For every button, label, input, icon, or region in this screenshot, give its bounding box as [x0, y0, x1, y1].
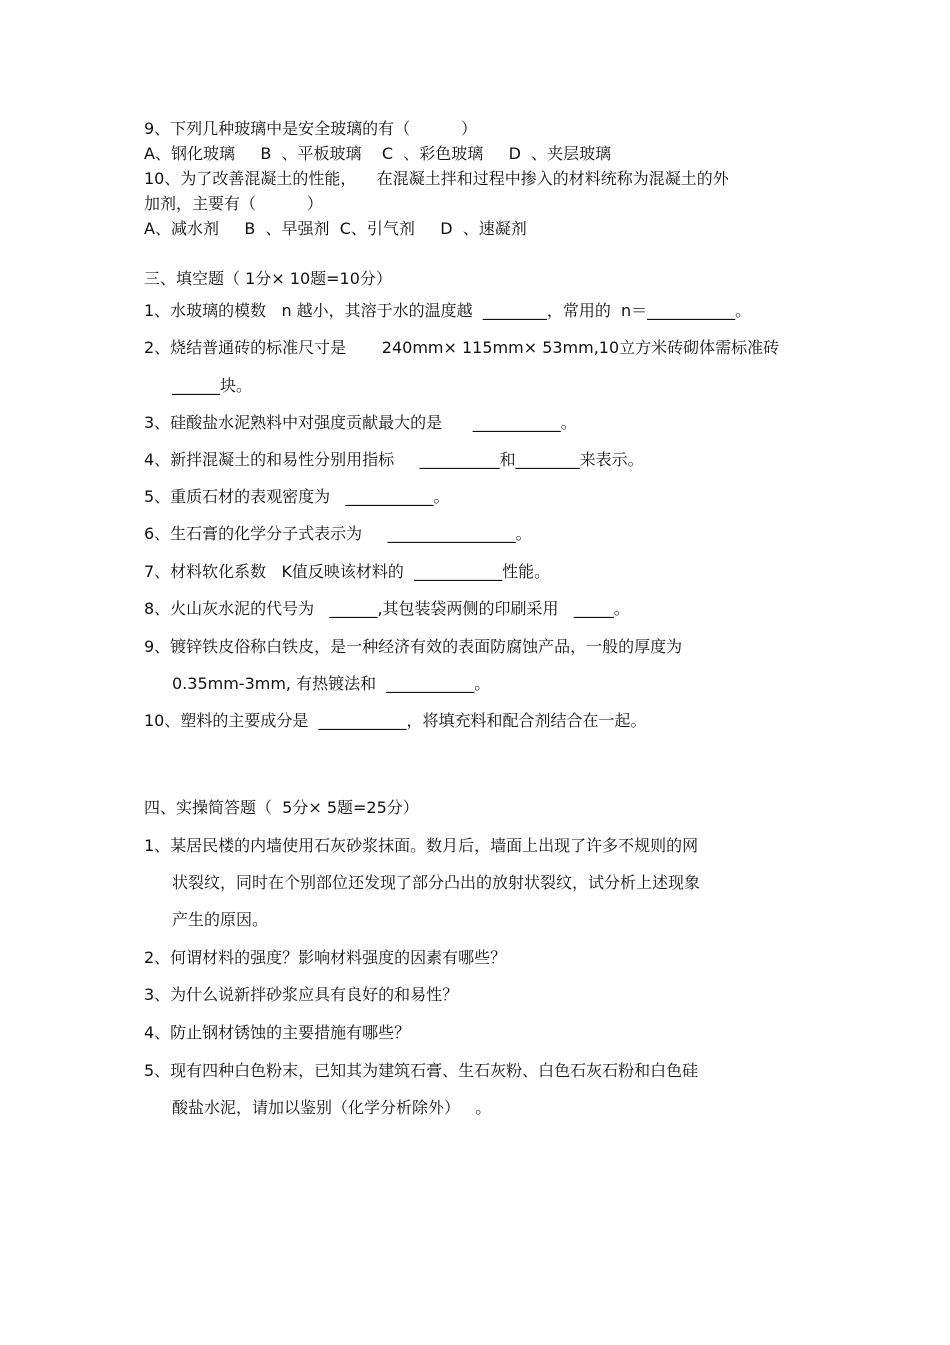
mc-question-10-line-1: 10、为了改善混凝土的性能， 在混凝土拌和过程中掺入的材料统称为混凝土的外 [144, 169, 729, 188]
short-answer-question-2: 2、何谓材料的强度？影响材料强度的因素有哪些？ [144, 948, 507, 967]
short-answer-heading: 四、实操简答题（ 5分× 5题=25分） [144, 798, 419, 817]
mc-question-9: 9、下列几种玻璃中是安全玻璃的有（ ） [144, 119, 478, 138]
fill-question-1: 1、水玻璃的模数 n 越小，其溶于水的温度越 ________，常用的 n＝___________。 [144, 301, 752, 320]
short-answer-question-1-line-3: 产生的原因。 [172, 910, 269, 929]
short-answer-question-3: 3、为什么说新拌砂浆应具有良好的和易性？ [144, 985, 459, 1004]
fill-question-7: 7、材料软化系数 K值反映该材料的 ___________性能。 [144, 562, 551, 581]
short-answer-question-5-line-2: 酸盐水泥，请加以鉴别（化学分析除外） 。 [172, 1098, 492, 1117]
mc-question-9-options: A、钢化玻璃 B 、平板玻璃 C 、彩色玻璃 D 、夹层玻璃 [144, 144, 612, 163]
fill-question-9-line-1: 9、镀锌铁皮俗称白铁皮，是一种经济有效的表面防腐蚀产品，一般的厚度为 [144, 637, 683, 656]
fill-question-3: 3、硅酸盐水泥熟料中对强度贡献最大的是 ___________。 [144, 413, 577, 432]
short-answer-question-4: 4、防止钢材锈蚀的主要措施有哪些？ [144, 1023, 411, 1042]
fill-question-8: 8、火山灰水泥的代号为 ______,其包装袋两侧的印刷采用 _____。 [144, 599, 630, 618]
fill-question-5: 5、重质石材的表观密度为 ___________。 [144, 487, 450, 506]
fill-blank-heading: 三、填空题（ 1分× 10题=10分） [144, 269, 392, 288]
fill-question-4: 4、新拌混凝土的和易性分别用指标 __________和________来表示。 [144, 450, 644, 469]
short-answer-question-5-line-1: 5、现有四种白色粉末，已知其为建筑石膏、生石灰粉、白色石灰石粉和白色硅 [144, 1061, 699, 1080]
fill-question-6: 6、生石膏的化学分子式表示为 ________________。 [144, 524, 532, 543]
fill-question-10: 10、塑料的主要成分是 ___________，将填充料和配合剂结合在一起。 [144, 711, 647, 730]
fill-question-2-line-2: ______块。 [172, 376, 253, 395]
fill-question-9-line-2: 0.35mm-3mm, 有热镀法和 ___________。 [172, 674, 491, 693]
short-answer-question-1-line-2: 状裂纹，同时在个别部位还发现了部分凸出的放射状裂纹，试分析上述现象 [172, 873, 701, 892]
fill-question-2-line-1: 2、烧结普通砖的标准尺寸是 240mm× 115mm× 53mm,10立方米砖砌体需标准砖 [144, 338, 780, 357]
mc-question-10-options: A、减水剂 B 、早强剂 C、引气剂 D 、速凝剂 [144, 219, 527, 238]
mc-question-10-line-2: 加剂，主要有（ ） [144, 194, 323, 213]
short-answer-question-1-line-1: 1、某居民楼的内墙使用石灰砂浆抹面。数月后，墙面上出现了许多不规则的网 [144, 836, 699, 855]
